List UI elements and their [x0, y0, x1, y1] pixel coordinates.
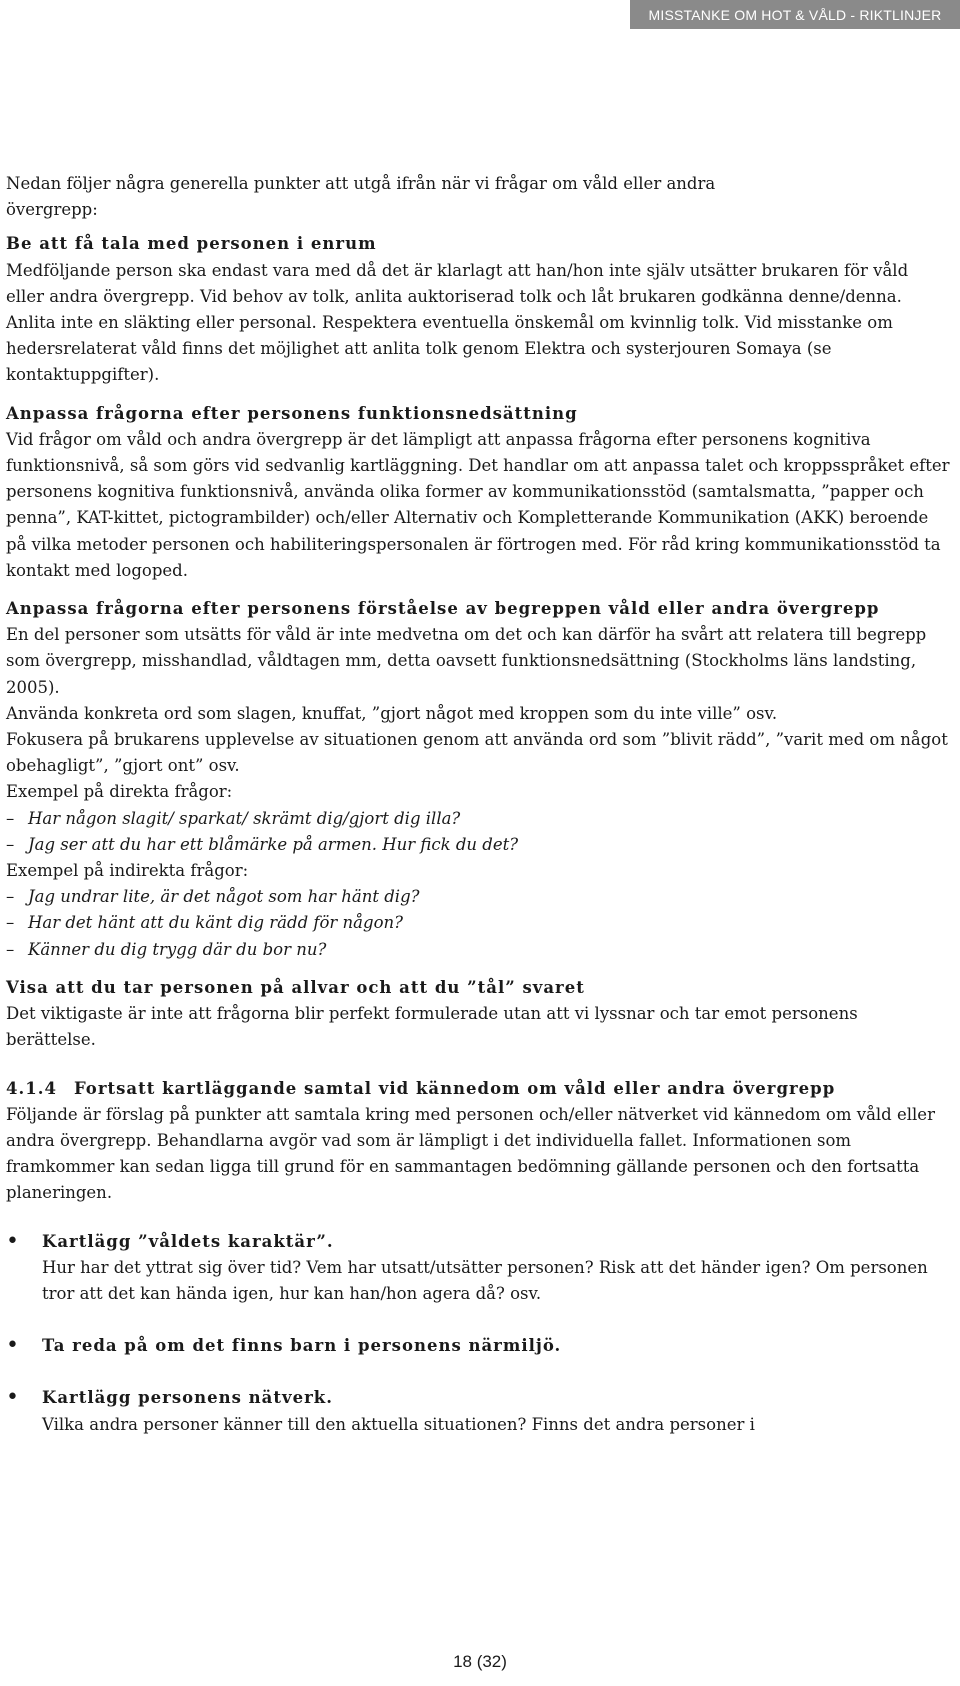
bullet-text: Hur har det yttrat sig över tid? Vem har utsatt/utsätter personen? Risk att det händer igen? Om personen tror att det kan hända igen, hur kan han/hon agera då? osv.	[42, 1257, 928, 1303]
section-heading: Anpassa frågorna efter personens förståelse av begreppen våld eller andra övergrepp	[6, 599, 880, 619]
bullet-list	[6, 1229, 951, 1438]
bullet-title: Kartlägg personens nätverk.	[42, 1388, 333, 1408]
section-body: Vid frågor om våld och andra övergrepp är det lämpligt att anpassa frågorna efter personens kognitiva funktionsnivå, så som görs vid sedvanlig kartläggning. Det handlar om att anpassa talet och kroppsspråket efter personens kognitiva funktionsnivå, använda olika former av kommunikationsstöd (samtalsmatta, ”papper och penna”, KAT-kittet, pictogrambilder) och/eller Alternativ och Kompletterande Kommunikation (AKK) beroende på vilka metoder personen och habiliteringspersonalen är förtrogen med. För råd kring kommunikationsstöd ta kontakt med logoped.	[6, 429, 950, 580]
list-item	[6, 1333, 951, 1359]
section-body: Medföljande person ska endast vara med då det är klarlagt att han/hon inte själv utsätter brukaren för våld eller andra övergrepp. Vid behov av tolk, anlita auktoriserad tolk och låt brukaren godkänna denne/denna. Anlita inte en släkting eller personal. Respektera eventuella önskemål om kvinnlig tolk. Vid misstanke om hedersrelaterat våld finns det möjlighet att anlita tolk genom Elektra och systerjouren Somaya (se kontaktuppgifter).	[6, 260, 909, 385]
bullet-icon: •	[6, 1385, 19, 1411]
section-body: Fokusera på brukarens upplevelse av situationen genom att använda ord som ”blivit rädd”, ”varit med om något obehagligt”, ”gjort ont” osv.	[6, 730, 948, 776]
subsection-heading	[6, 1076, 951, 1102]
example-question: – Känner du dig trygg där du bor nu?	[6, 939, 327, 959]
list-item	[6, 1385, 951, 1437]
section-heading: Visa att du tar personen på allvar och att du ”tål” svaret	[6, 977, 585, 997]
subsection-title: Fortsatt kartläggande samtal vid kännedom om våld eller andra övergrepp	[74, 1078, 836, 1098]
section-body: Använda konkreta ord som slagen, knuffat, ”gjort något med kroppen som du inte ville” osv.	[6, 703, 778, 723]
list-item	[6, 1229, 951, 1308]
section-body: Det viktigaste är inte att frågorna blir perfekt formulerade utan att vi lyssnar och tar emot personens berättelse.	[6, 1004, 858, 1050]
section-body: Följande är förslag på punkter att samtala kring med personen och/eller nätverket vid kännedom om våld eller andra övergrepp. Behandlarna avgör vad som är lämpligt i det individuella fallet. Informationen som framkommer kan sedan ligga till grund för en sammantagen bedömning gällande personen och den fortsatta planeringen.	[6, 1104, 935, 1203]
example-question: – Har det hänt att du känt dig rädd för någon?	[6, 913, 403, 933]
page-number: 18 (32)	[453, 1652, 507, 1671]
indirect-questions-label: Exempel på indirekta frågor:	[6, 861, 249, 881]
intro-line: övergrepp:	[6, 200, 98, 220]
header-title: MISSTANKE OM HOT & VÅLD - RIKTLINJER	[648, 6, 942, 23]
bullet-title: Kartlägg ”våldets karaktär”.	[42, 1231, 334, 1251]
bullet-icon: •	[6, 1228, 19, 1254]
section-heading: Be att få tala med personen i enrum	[6, 234, 377, 254]
bullet-icon: •	[6, 1333, 19, 1359]
intro-line: Nedan följer några generella punkter att utgå ifrån när vi frågar om våld eller andra	[6, 174, 716, 193]
example-question: – Jag ser att du har ett blåmärke på armen. Hur fick du det?	[6, 834, 519, 854]
example-question: – Jag undrar lite, är det något som har hänt dig?	[6, 887, 420, 907]
direct-questions-label: Exempel på direkta frågor:	[6, 782, 233, 802]
section-heading: Anpassa frågorna efter personens funktionsnedsättning	[6, 403, 578, 423]
subsection-number: 4.1.4	[6, 1078, 57, 1098]
bullet-text: Vilka andra personer känner till den aktuella situationen? Finns det andra personer i	[42, 1414, 755, 1434]
section-body: En del personer som utsätts för våld är inte medvetna om det och kan därför ha svårt att relatera till begrepp som övergrepp, misshandlad, våldtagen mm, detta oavsett funktionsnedsättning (Stockholms läns landsting, 2005).	[6, 625, 927, 697]
bullet-title: Ta reda på om det finns barn i personens närmiljö.	[42, 1336, 562, 1356]
document-header	[630, 0, 960, 29]
example-question: – Har någon slagit/ sparkat/ skrämt dig/gjort dig illa?	[6, 808, 461, 828]
page-content	[6, 171, 951, 1438]
